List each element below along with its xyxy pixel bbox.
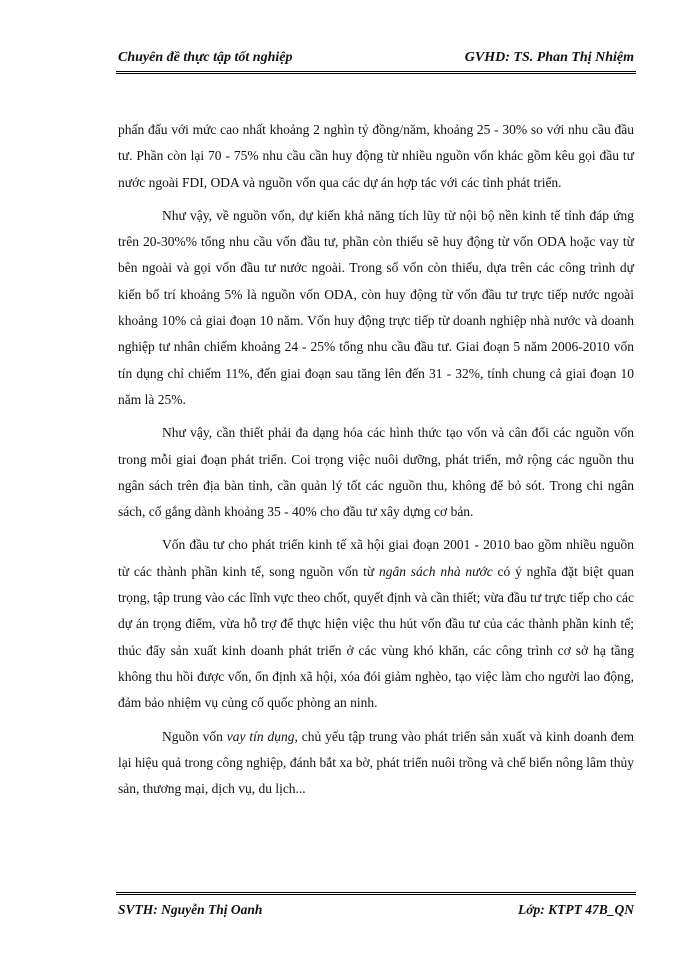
paragraph-3: Như vậy, cần thiết phải đa dạng hóa các hình thức tạo vốn và cân đối các nguồn vốn trong mỗi giai đoạn phát triển. Coi trọng việc nuôi dưỡng, phát triển, mở rộng các nguồn thu ngân sách trên địa bàn tỉnh, cần quản lý tốt các nguồn thu, không để bỏ sót. Trong chi ngân sách, cố gắng dành khoảng 35 - 40% cho đầu tư xây dựng cơ bản. <box>118 425 634 520</box>
header-title: Chuyên đề thực tập tốt nghiệp <box>118 50 293 65</box>
paragraph-4-after: có ý nghĩa đặt biệt quan trọng, tập trung vào các lĩnh vực theo chốt, quyết định và cần thiết; vừa đầu tư trực tiếp cho các dự án trọng điểm, vừa hỗ trợ để thực hiện việc thu hút vốn đầu tư của các thành phần kinh tế; thúc đẩy sản xuất kinh doanh phát triển ở các vùng khó khăn, các công trình cơ sở hạ tầng không thu hồi được vốn, ổn định xã hội, xóa đói giảm nghèo, tạo việc làm cho người lao động, đảm bảo nhiệm vụ củng cố quốc phòng an ninh. <box>118 563 634 711</box>
paragraph-2: Như vậy, về nguồn vốn, dự kiến khả năng tích lũy từ nội bộ nền kinh tế tỉnh đáp ứng trên 20-30%% tổng nhu cầu vốn đầu tư, phần còn thiếu sẽ huy động từ vốn ODA hoặc vay từ bên ngoài và gọi vốn đầu tư nước ngoài. Trong số vốn còn thiếu, dựa trên các công trình dự kiến bố trí khoảng 5% là nguồn vốn ODA, còn huy động từ vốn đầu tư trực tiếp nước ngoài khoảng 10% cả giai đoạn 10 năm. Vốn huy động trực tiếp từ doanh nghiệp nhà nước và doanh nghiệp tư nhân chiếm khoảng 24 - 25% tổng nhu cầu đầu tư. Giai đoạn 5 năm 2006-2010 vốn tín dụng chỉ chiếm 11%, đến giai đoạn sau tăng lên đến 31 - 32%, tính chung cả giai đoạn 10 năm là 25%. <box>118 207 634 407</box>
body-text <box>118 117 634 809</box>
paragraph-5 <box>118 724 634 803</box>
footer-class: Lớp: KTPT 47B_QN <box>518 902 634 917</box>
paragraph-4-emphasis: ngân sách nhà nước <box>379 563 493 579</box>
paragraph-4-before: Vốn đầu tư cho phát triển kinh tế xã hội giai đoạn 2001 - 2010 bao gồm nhiều nguồn từ các thành phần kinh tế, song nguồn vốn từ <box>118 537 634 579</box>
paragraph-4 <box>118 532 634 716</box>
paragraph-5-emphasis: vay tín dụng <box>226 728 295 744</box>
footer-student: SVTH: Nguyễn Thị Oanh <box>118 902 263 917</box>
paragraph-5-before: Nguồn vốn <box>162 728 227 744</box>
page-footer <box>116 892 636 921</box>
page-header <box>116 47 636 74</box>
paragraph-5-after: , chủ yếu tập trung vào phát triển sản xuất và kinh doanh đem lại hiệu quả trong công nghiệp, đánh bắt xa bờ, phát triển nuôi trồng và chế biến nông lâm thủy sản, thương mại, dịch vụ, du lịch... <box>118 728 634 797</box>
header-advisor: GVHD: TS. Phan Thị Nhiệm <box>464 50 634 65</box>
paragraph-1: phấn đấu với mức cao nhất khoảng 2 nghìn tỷ đồng/năm, khoảng 25 - 30% so với nhu cầu đầu tư. Phần còn lại 70 - 75% nhu cầu cần huy động từ nhiều nguồn vốn khác gồm kêu gọi đầu tư nước ngoài FDI, ODA và nguồn vốn qua các dự án hợp tác với các tỉnh phát triển. <box>118 122 634 190</box>
